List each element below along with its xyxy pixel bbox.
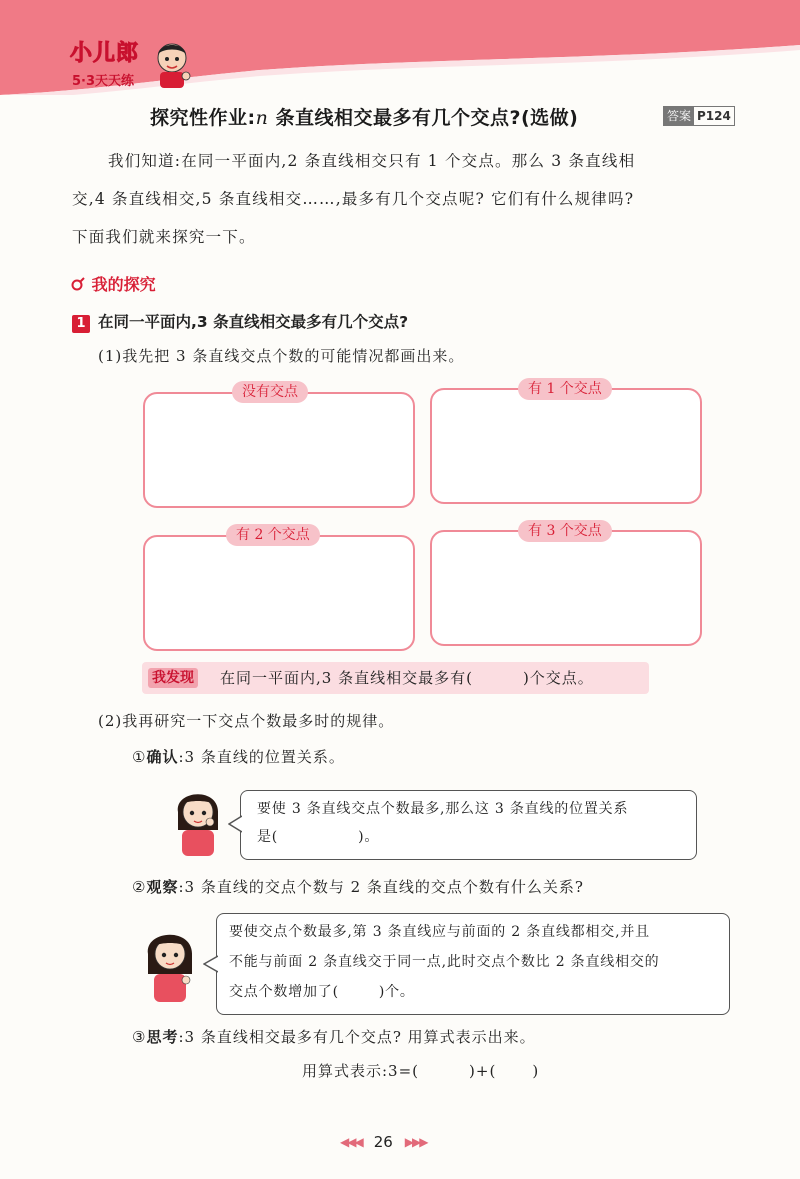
answer-reference — [663, 106, 735, 126]
girl-thinking-icon — [170, 782, 226, 862]
brand-series: 5·3天天练 — [72, 74, 135, 89]
step-1-title: 确认 — [146, 748, 179, 766]
step-2-mark: ② — [132, 878, 147, 896]
page-title — [150, 103, 578, 130]
step-1-mark: ① — [132, 748, 147, 766]
answer-label: 答案 — [664, 107, 694, 125]
discovery-label: 我发现 — [148, 668, 198, 688]
page-number: 26 — [373, 1133, 393, 1151]
part-2-text: (2)我再研究一下交点个数最多时的规律。 — [98, 712, 395, 730]
formula-after: ) — [532, 1062, 540, 1080]
discovery-text — [220, 667, 594, 688]
step-1 — [132, 746, 345, 767]
drawing-box-three-intersections[interactable] — [430, 530, 702, 646]
bubble-2-line-3-after: )个。 — [378, 984, 415, 1000]
bubble-2-line-3-before: 交点个数增加了( — [229, 984, 339, 1000]
box-label: 没有交点 — [232, 381, 308, 403]
bubble-1-line-2-before: 是( — [257, 829, 279, 845]
bubble-1-line-1: 要使 3 条直线交点个数最多,那么这 3 条直线的位置关系 — [257, 801, 629, 817]
step-3-title: 思考 — [146, 1028, 179, 1046]
step-3-mark: ③ — [132, 1028, 147, 1046]
step-3-text: :3 条直线相交最多有几个交点? 用算式表示出来。 — [178, 1028, 536, 1046]
drawing-box-no-intersection[interactable] — [143, 392, 415, 508]
bubble-2-line-3 — [217, 976, 729, 1006]
intro-line-1: 我们知道:在同一平面内,2 条直线相交只有 1 个交点。那么 3 条直线相 — [108, 152, 636, 170]
part-1-text: (1)我先把 3 条直线交点个数的可能情况都画出来。 — [98, 347, 465, 365]
bubble-pointer — [228, 815, 242, 833]
page-footer — [340, 1133, 426, 1151]
formula-before: 用算式表示:3=( — [302, 1062, 420, 1080]
bubble-pointer — [203, 955, 218, 973]
discovery-text-after: )个交点。 — [522, 669, 594, 687]
answer-page: P124 — [697, 109, 731, 123]
bubble-1-line-2-after: )。 — [358, 829, 380, 845]
speech-bubble-1 — [240, 790, 697, 860]
intro-paragraph — [72, 142, 752, 256]
bubble-1-line-2 — [241, 823, 696, 851]
question-1 — [72, 310, 408, 333]
drawing-box-two-intersections[interactable] — [143, 535, 415, 651]
speech-bubble-2 — [216, 913, 730, 1015]
mascot-boy-icon — [150, 40, 194, 90]
prev-arrows-icon: ◀◀◀ — [340, 1135, 362, 1149]
title-rest: 条直线相交最多有几个交点?(选做) — [268, 107, 579, 129]
bubble-2-line-2: 不能与前面 2 条直线交于同一点,此时交点个数比 2 条直线相交的 — [229, 954, 660, 970]
section-title: 我的探究 — [91, 275, 156, 294]
intro-line-3: 下面我们就来探究一下。 — [72, 228, 256, 246]
brand-logo: 小儿郎 — [70, 41, 140, 66]
title-variable: n — [255, 107, 269, 129]
discovery-bar — [142, 662, 649, 694]
box-label: 有 2 个交点 — [226, 524, 320, 546]
title-prefix: 探究性作业: — [150, 107, 256, 129]
bubble-2-line-1: 要使交点个数最多,第 3 条直线应与前面的 2 条直线都相交,并且 — [229, 924, 650, 940]
box-label: 有 3 个交点 — [518, 520, 612, 542]
next-arrows-icon: ▶▶▶ — [404, 1135, 427, 1149]
girl-pointing-icon — [140, 922, 200, 1006]
step-2-title: 观察 — [146, 878, 179, 896]
magnifier-icon — [70, 276, 86, 292]
intro-line-2: 交,4 条直线相交,5 条直线相交……,最多有几个交点呢? 它们有什么规律吗? — [72, 190, 635, 208]
formula-mid: )+( — [469, 1062, 497, 1080]
step-2-text: :3 条直线的交点个数与 2 条直线的交点个数有什么关系? — [178, 878, 584, 896]
step-3 — [132, 1026, 536, 1047]
section-heading — [70, 272, 156, 295]
step-2 — [132, 876, 584, 897]
box-label: 有 1 个交点 — [518, 378, 612, 400]
discovery-text-before: 在同一平面内,3 条直线相交最多有( — [220, 669, 473, 687]
drawing-box-one-intersection[interactable] — [430, 388, 702, 504]
question-1-text: 在同一平面内,3 条直线相交最多有几个交点? — [98, 313, 409, 331]
formula-line — [302, 1060, 539, 1081]
question-number-badge: 1 — [72, 315, 90, 333]
step-1-text: :3 条直线的位置关系。 — [178, 748, 345, 766]
